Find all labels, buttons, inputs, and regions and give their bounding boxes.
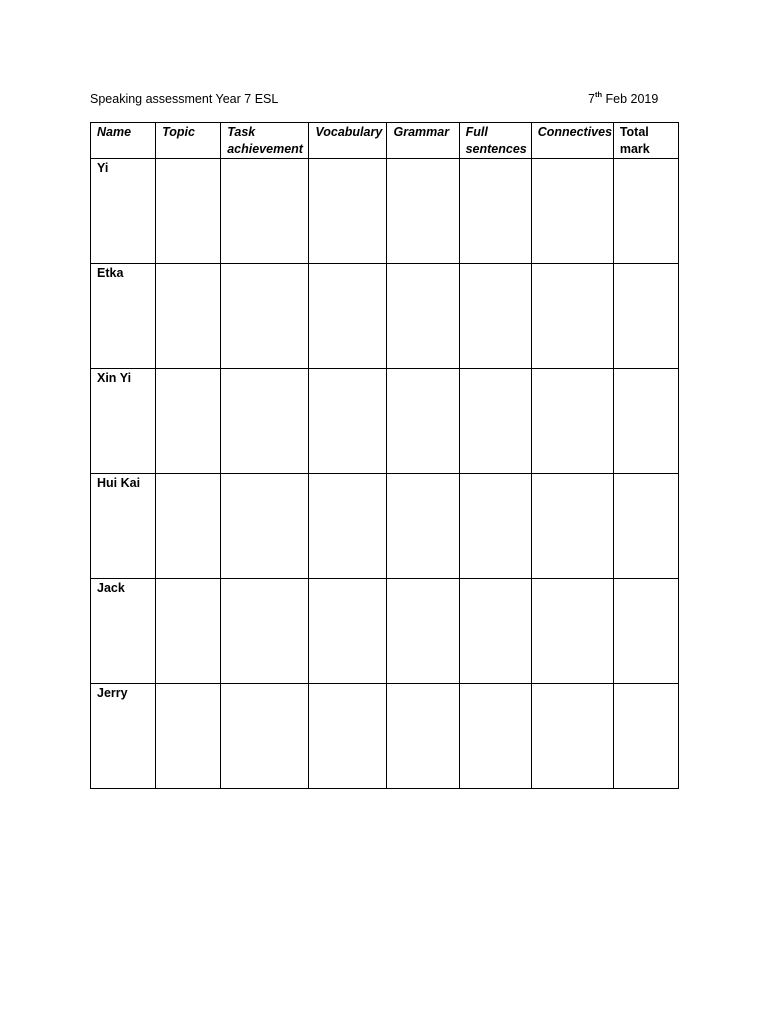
document-date — [588, 92, 658, 106]
header-task-line2: achievement — [227, 142, 303, 156]
header-row — [91, 123, 679, 159]
header-connectives — [531, 123, 613, 159]
table-row — [91, 684, 679, 789]
connectives-cell — [531, 579, 613, 684]
assessment-table — [90, 122, 679, 789]
vocabulary-cell — [309, 684, 387, 789]
date-day: 7 — [588, 92, 595, 106]
table-row — [91, 159, 679, 264]
full-sentences-cell — [459, 369, 531, 474]
date-month-year: Feb 2019 — [602, 92, 659, 106]
student-name-cell: Jerry — [91, 684, 156, 789]
student-name-cell: Yi — [91, 159, 156, 264]
student-name-cell: Etka — [91, 264, 156, 369]
connectives-cell — [531, 474, 613, 579]
task-achievement-cell — [221, 264, 309, 369]
connectives-cell — [531, 684, 613, 789]
vocabulary-cell — [309, 369, 387, 474]
header-grammar — [387, 123, 459, 159]
header-full-line2: sentences — [465, 142, 527, 156]
header-total-line2: mark — [619, 142, 650, 156]
header-total-mark — [613, 123, 678, 159]
header-task-line1: Task — [227, 125, 256, 139]
connectives-cell — [531, 369, 613, 474]
vocabulary-cell — [309, 264, 387, 369]
table-row — [91, 579, 679, 684]
student-name-cell: Hui Kai — [91, 474, 156, 579]
task-achievement-cell — [221, 159, 309, 264]
header-name — [91, 123, 156, 159]
header-grammar-label: Grammar — [393, 125, 450, 139]
table-row — [91, 369, 679, 474]
header-vocabulary-label: Vocabulary — [315, 125, 383, 139]
topic-cell — [156, 264, 221, 369]
total-mark-cell — [613, 369, 678, 474]
vocabulary-cell — [309, 474, 387, 579]
student-name-cell: Jack — [91, 579, 156, 684]
topic-cell — [156, 579, 221, 684]
grammar-cell — [387, 159, 459, 264]
grammar-cell — [387, 579, 459, 684]
total-mark-cell — [613, 159, 678, 264]
student-name-cell: Xin Yi — [91, 369, 156, 474]
full-sentences-cell — [459, 474, 531, 579]
total-mark-cell — [613, 264, 678, 369]
date-ordinal-suffix: th — [594, 90, 603, 99]
table-row — [91, 264, 679, 369]
header-vocabulary — [309, 123, 387, 159]
total-mark-cell — [613, 474, 678, 579]
full-sentences-cell — [459, 684, 531, 789]
total-mark-cell — [613, 684, 678, 789]
total-mark-cell — [613, 579, 678, 684]
topic-cell — [156, 474, 221, 579]
header-full-line1: Full — [465, 125, 488, 139]
grammar-cell — [387, 474, 459, 579]
topic-cell — [156, 159, 221, 264]
topic-cell — [156, 369, 221, 474]
vocabulary-cell — [309, 159, 387, 264]
document-title: Speaking assessment Year 7 ESL — [90, 92, 279, 106]
header-name-label: Name — [97, 125, 132, 139]
grammar-cell — [387, 264, 459, 369]
header-full-sentences — [459, 123, 531, 159]
connectives-cell — [531, 264, 613, 369]
full-sentences-cell — [459, 579, 531, 684]
topic-cell — [156, 684, 221, 789]
full-sentences-cell — [459, 159, 531, 264]
header-task-achievement — [221, 123, 309, 159]
header-topic-label: Topic — [162, 125, 195, 139]
task-achievement-cell — [221, 684, 309, 789]
vocabulary-cell — [309, 579, 387, 684]
task-achievement-cell — [221, 369, 309, 474]
header-total-line1: Total — [619, 125, 649, 139]
grammar-cell — [387, 684, 459, 789]
grammar-cell — [387, 369, 459, 474]
header-connectives-label: Connectives — [537, 125, 613, 139]
connectives-cell — [531, 159, 613, 264]
header-topic — [156, 123, 221, 159]
task-achievement-cell — [221, 474, 309, 579]
task-achievement-cell — [221, 579, 309, 684]
table-row — [91, 474, 679, 579]
full-sentences-cell — [459, 264, 531, 369]
